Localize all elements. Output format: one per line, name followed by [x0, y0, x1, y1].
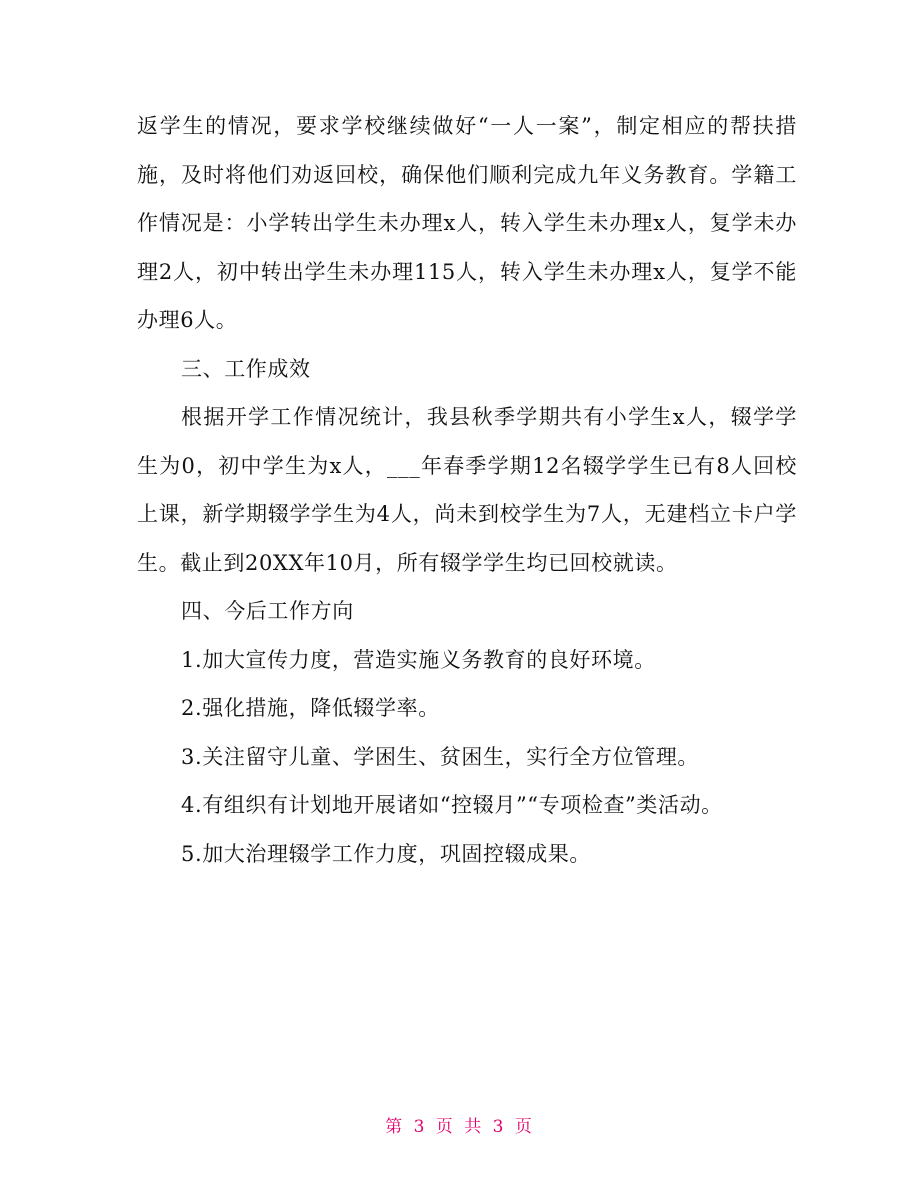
- list-item-4: 4.有组织有计划地开展诸如“控辍月”“专项检查”类活动。: [181, 793, 723, 817]
- list-item-2: 2.强化措施，降低辍学率。: [181, 696, 440, 720]
- paragraph-results: 根据开学工作情况统计，我县秋季学期共有小学生x人，辍学学生为0，初中学生为x人，___年春季学期12名辍学学生已有8人回校上课，新学期辍学学生为4人，尚未到校学生为7人，无建档立卡户学生。截止到20XX年10月，所有辍学学生均已回校就读。: [137, 405, 797, 575]
- section-heading-results: 三、工作成效: [181, 356, 311, 381]
- list-item-5: 5.加大治理辍学工作力度，巩固控辍成果。: [181, 841, 592, 866]
- paragraph-continuation: 返学生的情况，要求学校继续做好“一人一案”，制定相应的帮扶措施，及时将他们劝返回校，确保他们顺利完成九年义务教育。学籍工作情况是：小学转出学生未办理x人，转入学生未办理x人，复学未办理2人，初中转出学生未办理115人，转入学生未办理x人，复学不能办理6人。: [137, 114, 797, 332]
- list-item-1: 1.加大宣传力度，营造实施义务教育的良好环境。: [181, 647, 656, 672]
- page-number-footer: 第 3 页 共 3 页: [385, 1117, 535, 1137]
- document-body: [137, 102, 797, 878]
- list-item-3: 3.关注留守儿童、学困生、贫困生，实行全方位管理。: [181, 744, 700, 769]
- section-heading-future-direction: 四、今后工作方向: [181, 599, 354, 623]
